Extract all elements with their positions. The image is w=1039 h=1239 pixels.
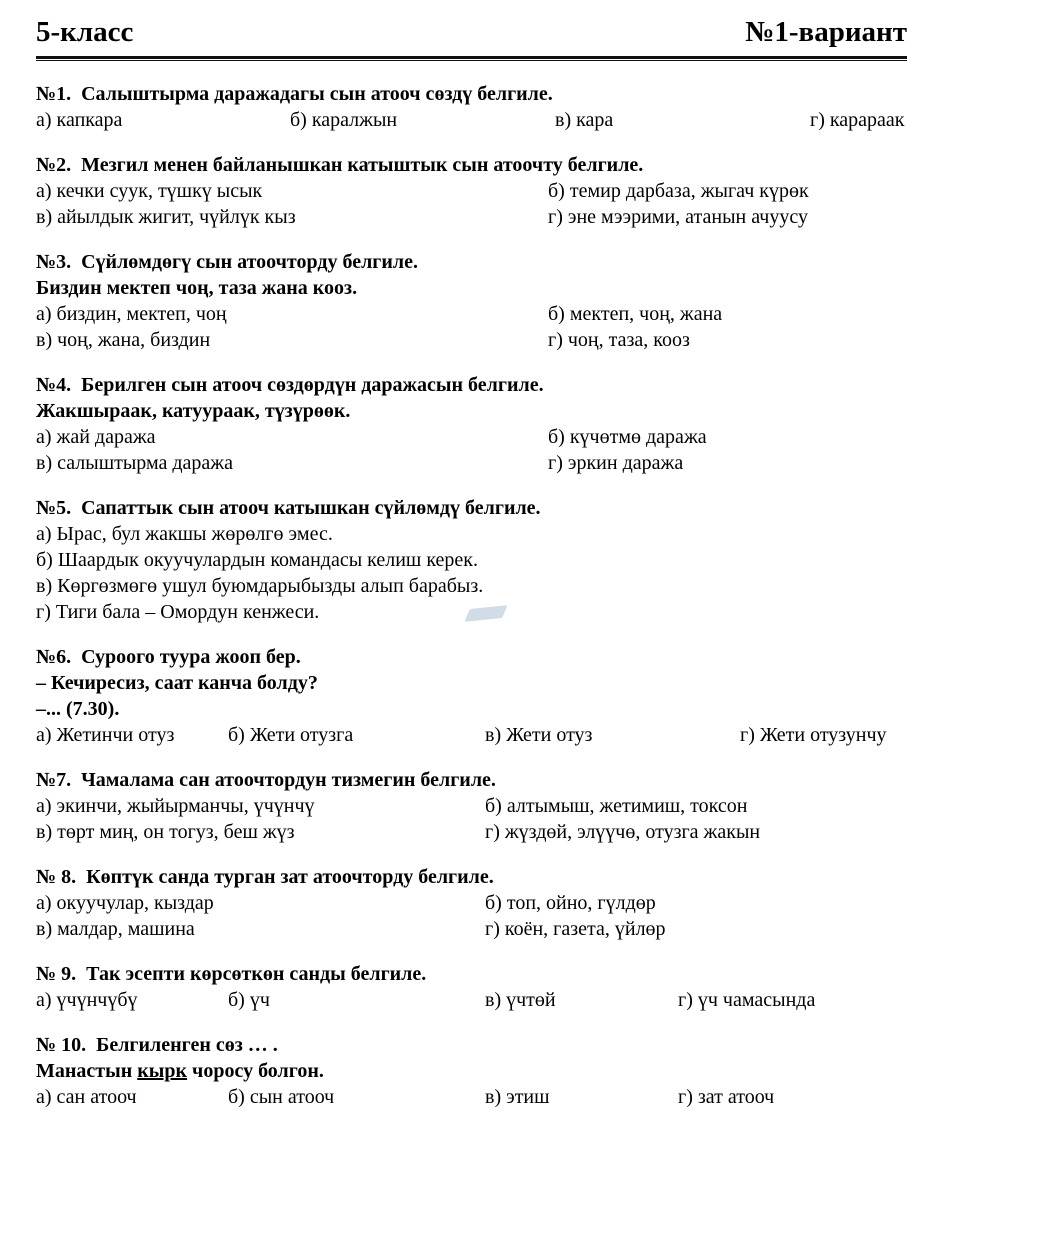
question-5: [36, 495, 907, 625]
answer-option: б) темир дарбаза, жыгач күрөк: [548, 180, 809, 202]
question-9: [36, 961, 907, 1013]
question-subtitle: Жакшыраак, катуураак, түзүрөөк.: [36, 400, 351, 422]
options-grid: [36, 890, 907, 942]
question-title: №5. Сапаттык сын атооч катышкан сүйлөмдү белгиле.: [36, 497, 541, 519]
answer-option: а) кечки суук, түшкү ысык: [36, 180, 263, 202]
options-row: [36, 722, 907, 748]
question-10: [36, 1032, 907, 1110]
answer-option: г) жүздөй, элүүчө, отузга жакын: [485, 821, 761, 843]
question-4: [36, 372, 907, 476]
question-title: №1. Салыштырма даражадагы сын атооч сөздү белгиле.: [36, 83, 553, 105]
answer-option: г) эне мээрими, атанын ачуусу: [548, 206, 808, 228]
answer-option: а) жай даража: [36, 426, 156, 448]
options-grid: [36, 301, 907, 353]
answer-option: в) малдар, машина: [36, 918, 195, 940]
variant-label: №1-вариант: [745, 16, 907, 48]
answer-option: в) салыштырма даража: [36, 452, 233, 474]
answer-option: в) кара: [555, 109, 614, 131]
question-1: [36, 81, 907, 133]
answer-option: а) капкара: [36, 109, 123, 131]
answer-option: г) үч чамасында: [678, 989, 816, 1011]
answer-option: г) чоң, таза, кооз: [548, 329, 690, 351]
page-header: [36, 14, 907, 50]
options-row: [36, 1084, 907, 1110]
question-subtitle: Биздин мектеп чоң, таза жана кооз.: [36, 277, 358, 299]
answer-option: б) каралжын: [290, 109, 398, 131]
question-title: №4. Берилген сын атооч сөздөрдүн даражасын белгиле.: [36, 374, 544, 396]
answer-option: г) Тиги бала – Омордун кенжеси.: [36, 601, 320, 623]
question-7: [36, 767, 907, 845]
question-3: [36, 249, 907, 353]
options-row: [36, 987, 907, 1013]
class-label: 5-класс: [36, 16, 134, 48]
options-grid: [36, 178, 907, 230]
question-title: №3. Сүйлөмдөгү сын атоочторду белгиле.: [36, 251, 419, 273]
answer-option: г) зат атооч: [678, 1086, 775, 1108]
question-2: [36, 152, 907, 230]
answer-option: а) Ырас, бул жакшы жөрөлгө эмес.: [36, 523, 333, 545]
answer-option: а) окуучулар, кыздар: [36, 892, 214, 914]
answer-option: в) Жети отуз: [485, 724, 593, 746]
header-divider: [36, 56, 907, 61]
answer-option: б) топ, ойно, гүлдөр: [485, 892, 656, 914]
question-subtitle: – Кечиресиз, саат канча болду?: [36, 672, 318, 694]
subtitle-text: Манастын: [36, 1060, 138, 1082]
answer-option: б) сын атооч: [228, 1086, 335, 1108]
answer-option: в) айылдык жигит, чүйлүк кыз: [36, 206, 296, 228]
question-title: №6. Суроого туура жооп бер.: [36, 646, 301, 668]
answer-option: г) эркин даража: [548, 452, 684, 474]
answer-option: в) үчтөй: [485, 989, 556, 1011]
answer-option: г) карараак: [810, 109, 905, 131]
subtitle-text: чоросу болгон.: [187, 1060, 324, 1082]
answer-option: б) күчөтмө даража: [548, 426, 707, 448]
question-title: №7. Чамалама сан атоочтордун тизмегин белгиле.: [36, 769, 496, 791]
answer-option: а) Жетинчи отуз: [36, 724, 175, 746]
options-grid: [36, 793, 907, 845]
answer-option: а) биздин, мектеп, чоң: [36, 303, 227, 325]
question-title: № 8. Көптүк санда турган зат атоочторду белгиле.: [36, 866, 494, 888]
answer-option: б) алтымыш, жетимиш, токсон: [485, 795, 748, 817]
answer-option: г) Жети отузунчу: [740, 724, 887, 746]
answer-option: в) Көргөзмөгө ушул буюмдарыбызды алып барабыз.: [36, 575, 484, 597]
answer-option: в) этиш: [485, 1086, 550, 1108]
subtitle-underlined-word: кырк: [137, 1060, 188, 1082]
question-6: [36, 644, 907, 748]
question-8: [36, 864, 907, 942]
answer-option: б) Жети отузга: [228, 724, 354, 746]
answer-option: в) чоң, жана, биздин: [36, 329, 211, 351]
options-row: [36, 107, 907, 133]
question-title: № 9. Так эсепти көрсөткөн санды белгиле.: [36, 963, 427, 985]
question-title: № 10. Белгиленген сөз … .: [36, 1034, 278, 1056]
answer-option: б) үч: [228, 989, 270, 1011]
question-title: №2. Мезгил менен байланышкан катыштык сын атоочту белгиле.: [36, 154, 644, 176]
answer-option: г) коён, газета, үйлөр: [485, 918, 666, 940]
answer-option: в) төрт миң, он тогуз, беш жүз: [36, 821, 295, 843]
answer-option: а) үчүнчүбү: [36, 989, 138, 1011]
question-subtitle: –... (7.30).: [36, 698, 120, 720]
answer-option: а) экинчи, жыйырманчы, үчүнчү: [36, 795, 315, 817]
answer-option: а) сан атооч: [36, 1086, 137, 1108]
answer-option: б) Шаардык окуучулардын командасы келиш керек.: [36, 549, 479, 571]
answer-option: б) мектеп, чоң, жана: [548, 303, 723, 325]
options-grid: [36, 424, 907, 476]
question-subtitle: [36, 1058, 907, 1084]
